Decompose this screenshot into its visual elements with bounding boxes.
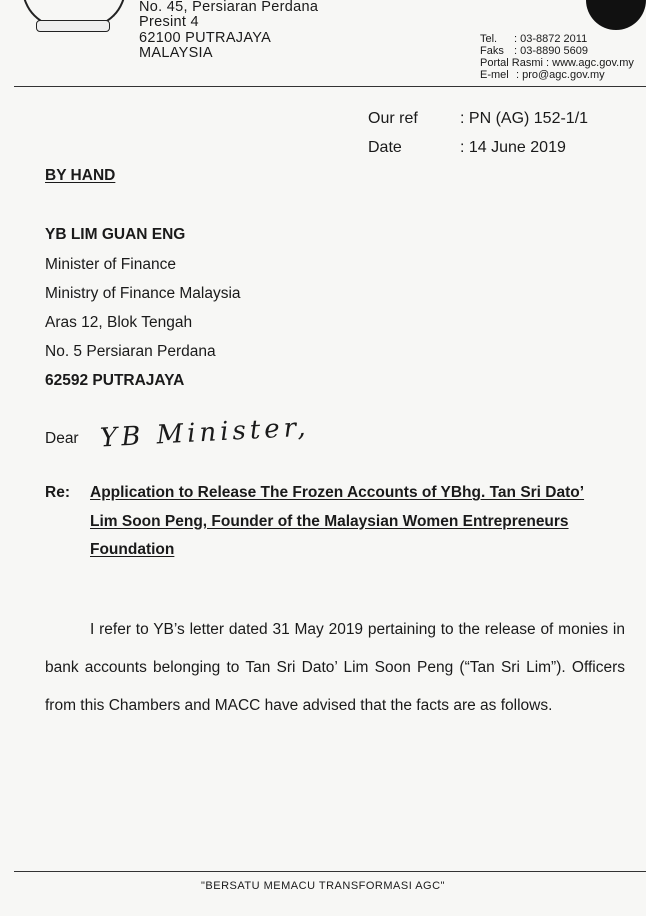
contact-email — [480, 69, 634, 81]
our-ref-value: : PN (AG) 152-1/1 — [460, 110, 589, 127]
recipient-line: No. 5 Persiaran Perdana — [45, 343, 216, 360]
contact-tel — [480, 33, 634, 45]
contact-label: Portal Rasmi — [480, 57, 543, 69]
subject-line: Lim Soon Peng, Founder of the Malaysian Women Entrepreneurs — [90, 512, 569, 530]
address-line-3: 62100 PUTRAJAYA — [139, 30, 272, 46]
contact-value: : 03-8890 5609 — [514, 45, 589, 57]
contact-value: : www.agc.gov.my — [546, 57, 634, 69]
our-ref-label: Our ref — [368, 110, 418, 127]
address-line-2: Presint 4 — [139, 14, 199, 30]
recipient-line: Aras 12, Blok Tengah — [45, 314, 193, 331]
subject-line: Foundation — [90, 541, 175, 558]
delivery-method: BY HAND — [45, 167, 116, 184]
subject-label: Re: — [45, 484, 70, 501]
body-paragraph — [45, 611, 625, 725]
agc-logo — [586, 0, 646, 30]
date-value: : 14 June 2019 — [460, 139, 566, 156]
subject-title — [90, 479, 624, 565]
address-line-4: MALAYSIA — [139, 45, 213, 61]
body-paragraph-text: I refer to YB’s letter dated 31 May 2019 pertaining to the release of monies in bank accounts belonging to Tan Sri Dato’ Lim Soon Peng (“Tan Sri Lim”). Officers from this Chambers and MACC have advised that the facts are as follows. — [45, 621, 625, 714]
contact-value: : pro@agc.gov.my — [516, 69, 605, 81]
recipient-name: YB LIM GUAN ENG — [45, 226, 186, 243]
contact-label: Faks — [480, 45, 504, 57]
coat-of-arms-banner — [36, 20, 110, 32]
handwritten-salutation: YB Minister, — [99, 412, 311, 454]
recipient-line: Minister of Finance — [45, 256, 176, 273]
header-divider — [14, 86, 646, 87]
recipient-line: Ministry of Finance Malaysia — [45, 285, 241, 302]
subject-line: Application to Release The Frozen Accounts of YBhg. Tan Sri Dato’ — [90, 484, 585, 501]
recipient-postcode-city: 62592 PUTRAJAYA — [45, 372, 185, 389]
salutation-dear: Dear — [45, 430, 79, 447]
address-line-1: No. 45, Persiaran Perdana — [139, 0, 319, 15]
contact-portal — [480, 57, 634, 69]
footer-divider — [14, 871, 646, 872]
contact-label: Tel. — [480, 33, 498, 45]
footer-motto: "BERSATU MEMACU TRANSFORMASI AGC" — [201, 880, 445, 892]
contact-label: E-mel — [480, 69, 509, 81]
contact-value: : 03-8872 2011 — [514, 33, 588, 45]
contact-fax — [480, 45, 634, 57]
contact-block — [480, 33, 634, 81]
date-label: Date — [368, 139, 402, 156]
